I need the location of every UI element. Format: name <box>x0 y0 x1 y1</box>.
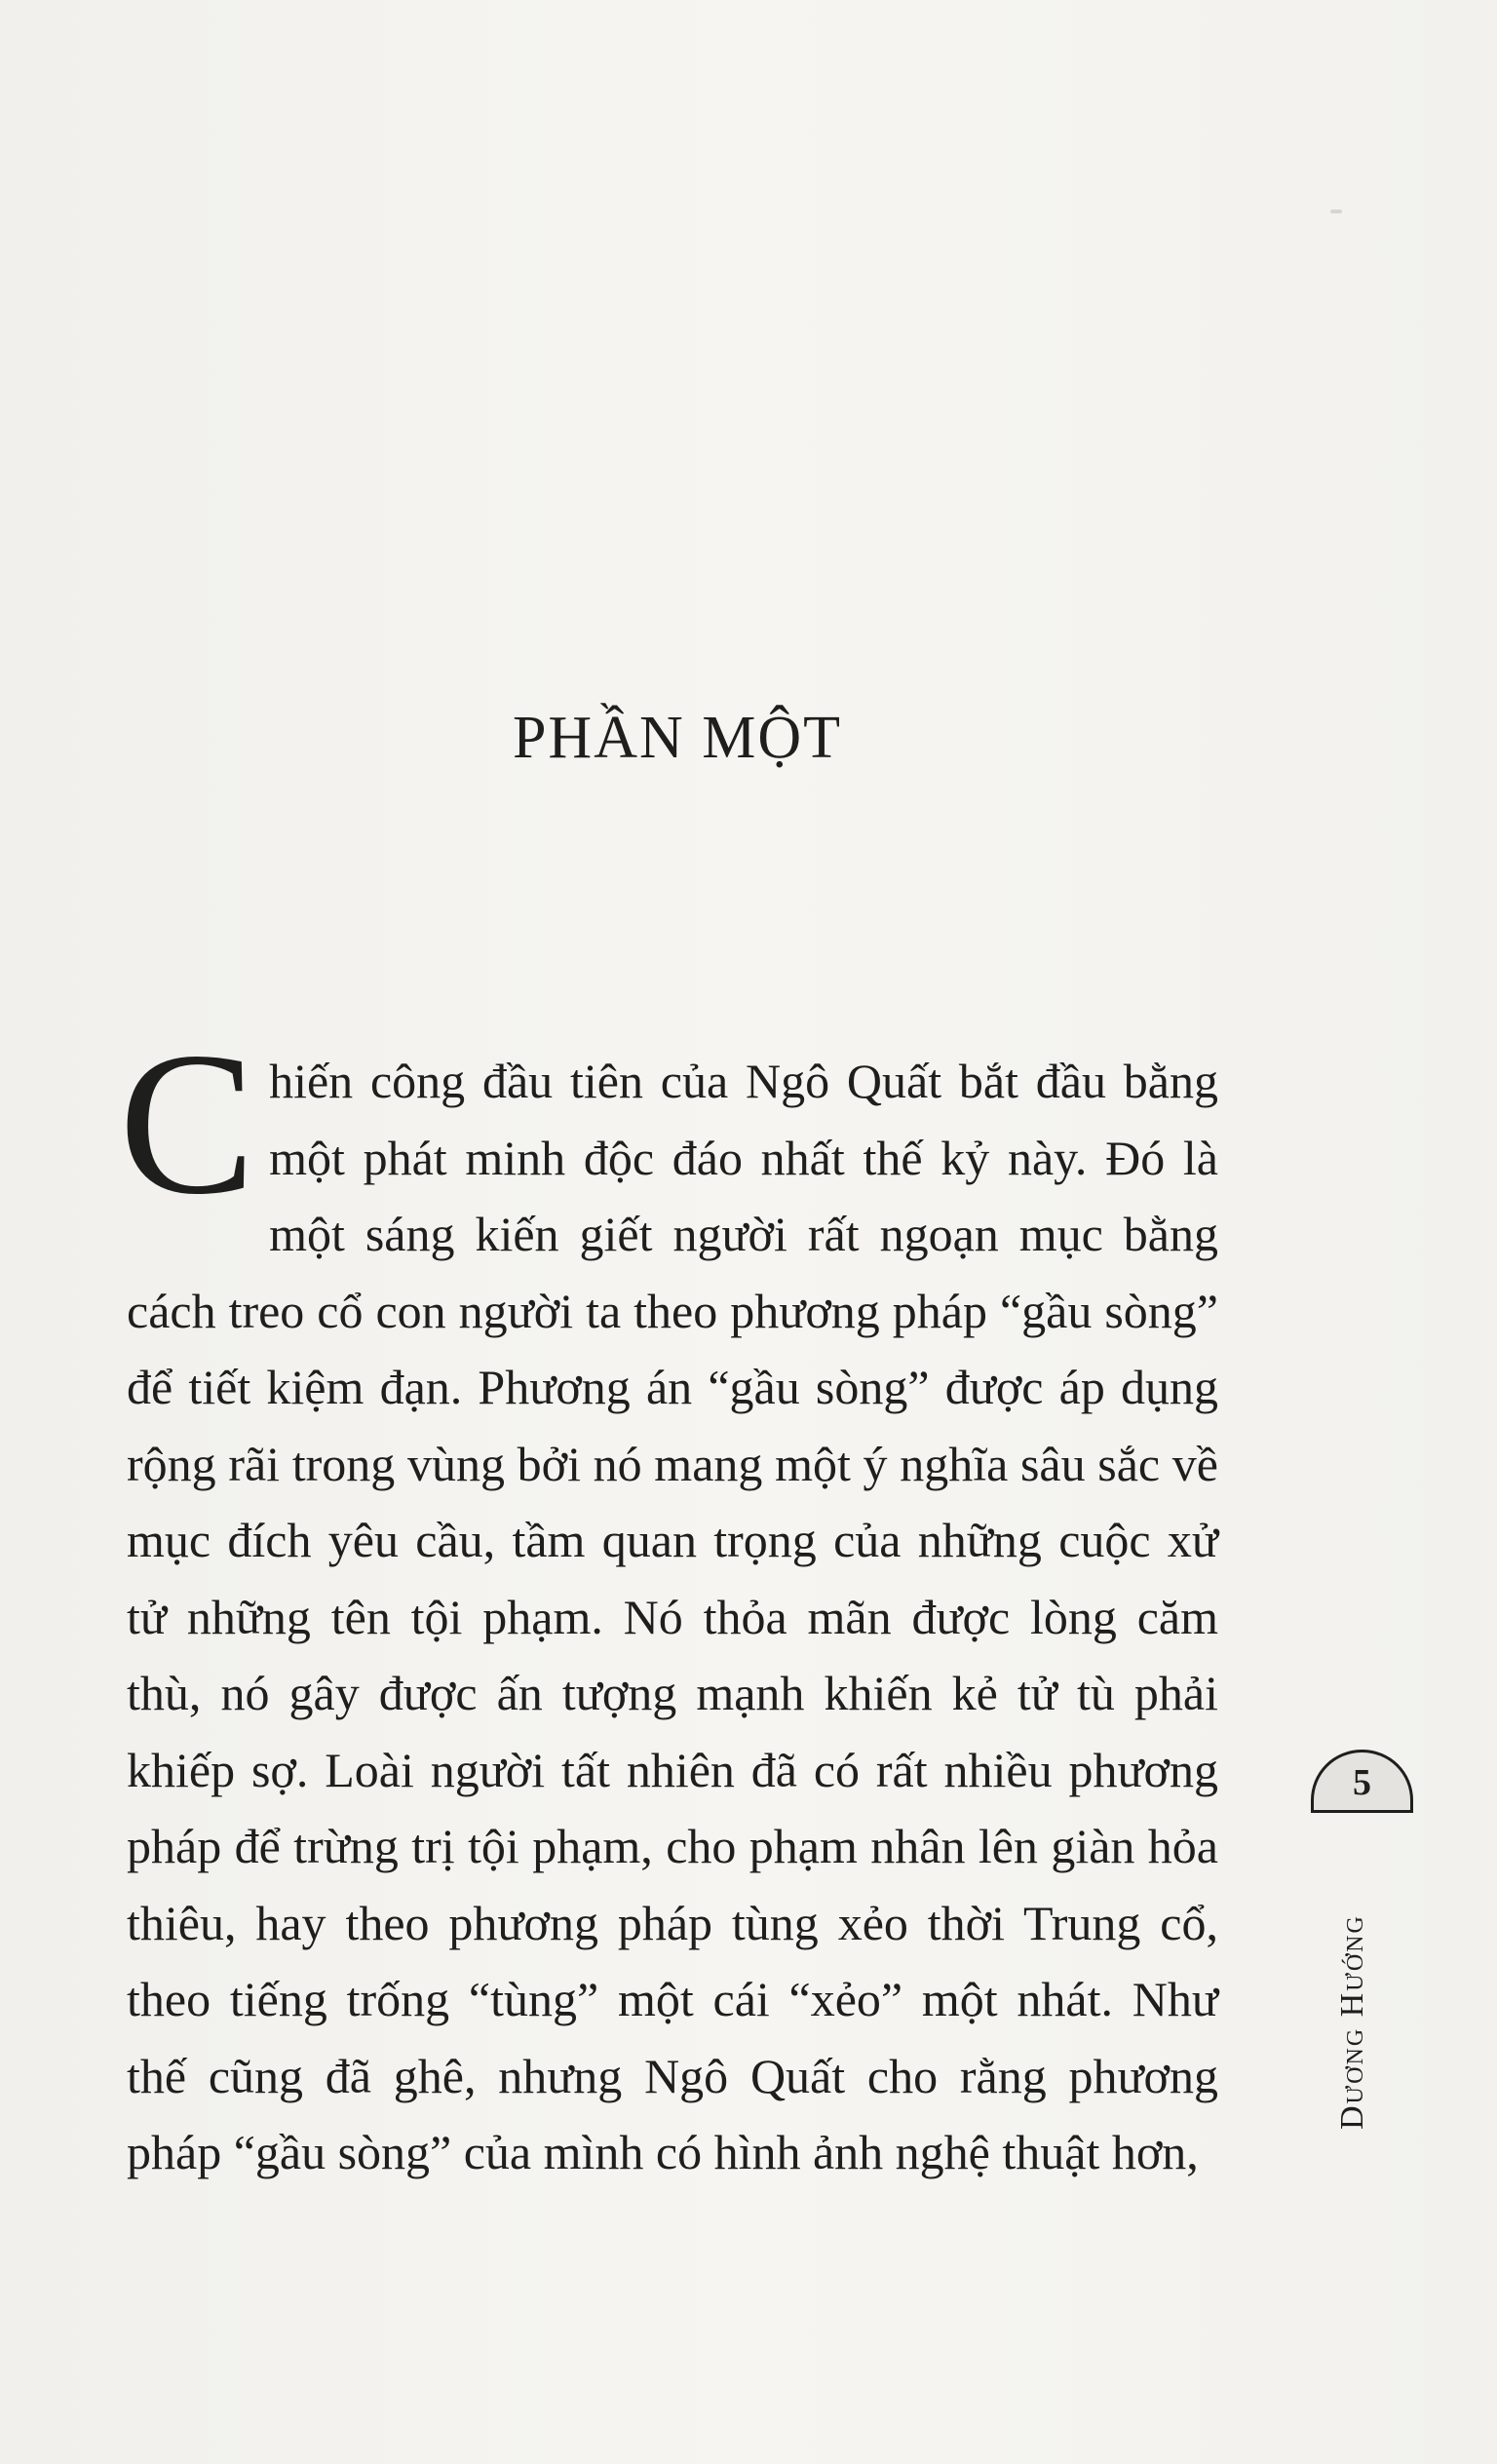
page-number: 5 <box>1353 1762 1371 1803</box>
print-speck <box>1330 210 1342 213</box>
drop-cap: C <box>119 1011 256 1237</box>
page-number-tab <box>1311 1750 1413 1810</box>
chapter-title: PHẦN MỘT <box>512 705 843 771</box>
paragraph-text: hiến công đầu tiên của Ngô Quất bắt đầu bằng một phát minh độc đáo nhất thế kỷ này. Đó là một sáng kiến giết người rất ngoạn mục bằng cách treo cổ con người ta theo phương pháp “gầu sòng” để tiết kiệm đạn. Phương án “gầu sòng” được áp dụng rộng rãi trong vùng bởi nó mang một ý nghĩa sâu sắc về mục đích yêu cầu, tầm quan trọng của những cuộc xử tử những tên tội phạm. Nó thỏa mãn được lòng căm thù, nó gây được ấn tượng mạnh khiến kẻ tử tù phải khiếp sợ. Loài người tất nhiên đã có rất nhiều phương pháp để trừng trị tội phạm, cho phạm nhân lên giàn hỏa thiêu, hay theo phương pháp tùng xẻo thời Trung cổ, theo tiếng trống “tùng” một cái “xẻo” một nhát. Như thế cũng đã ghê, nhưng Ngô Quất cho rằng phương pháp “gầu sòng” của mình có hình ảnh nghệ thuật hơn, <box>127 1054 1218 2179</box>
running-head-author: Dương Hướng <box>1334 1914 1370 2130</box>
body-paragraph <box>119 1011 1218 2191</box>
